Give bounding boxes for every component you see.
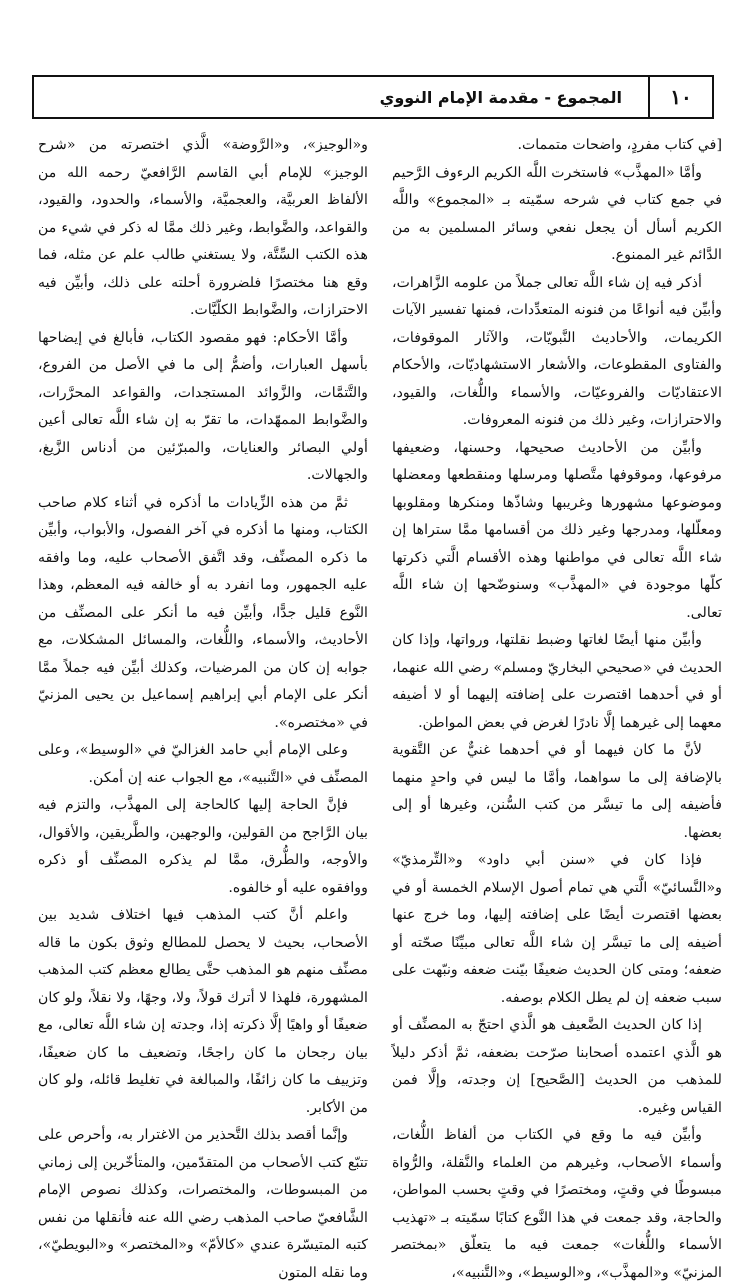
paragraph: وأبيِّن من الأحاديث صحيحها، وحسنها، وضعيفها مرفوعها، وموقوفها متَّصلها ومرسلها ومنقطعها ومعضلها وموضوعها مشهورها وغريبها وشاذّها ومنكرها ومقلوبها ومعلّلها، ومدرجها وغير ذلك من أقسامها ممَّا ستراها إن شاء اللَّه تعالى في مواطنها وهذه الأقسام الَّتي ذكرتها كلّها موجودة في «المهذَّب» وسنوضّحها إن شاء اللَّه تعالى. bbox=[392, 439, 722, 621]
paragraph: و«الوجيز»، و«الرَّوضة» الَّذي اختصرته من «شرح الوجيز» للإمام أبي القاسم الرَّافعيّ رحمه الله من الألفاظ العربيَّة، والعجميَّة، والأسماء، والحدود، والقيود، والقواعد، والضَّوابط، وغير ذلك ممَّا له ذكر في شيء من هذه الكتب السِّتَّة، ولا يستغني طالب علم عن مثله، فما وقع هنا مختصرًا فلضرورة أحلته على ذلك، وأبيِّن فيه الاحترازات، والضَّوابط الكلّيَّات. bbox=[38, 137, 368, 318]
paragraph: [في كتاب مفردٍ، واضحات متممات. bbox=[517, 137, 722, 153]
paragraph: وإنَّما أقصد بذلك التَّحذير من الاغترار به، وأحرص على تتبّع كتب الأصحاب من المتقدّمين، والمتأخّرين إلى زماني من المبسوطات، والمختصرات، وكذلك نصوص الإمام الشَّافعيّ صاحب المذهب رضي الله عنه فأنقلها من نفس كتبه المتيسّرة عندي «كالأمّ» و«المختصر» و«البويطيّ»، وما نقله المتون bbox=[38, 1127, 368, 1281]
paragraph: فإنَّ الحاجة إليها كالحاجة إلى المهذَّب، والتزم فيه بيان الرَّاجح من القولين، والوجهين، والطَّريقين، والأقوال، والأوجه، والطُّرق، ممَّا لم يذكره المصنِّف أو ذكره ووافقوه عليه أو خالفوه. bbox=[38, 797, 368, 896]
paragraph: وأمَّا «المهذَّب» فاستخرت اللَّه الكريم الرءوف الرَّحيم في جمع كتاب في شرحه سمّيته بـ «المجموع» واللَّه الكريم أسأل أن يجعل نفعي وسائر المسلمين به من الدَّائم غير الممنوع. bbox=[392, 164, 722, 263]
paragraph: وعلى الإمام أبي حامد الغزاليّ في «الوسيط»، وعلى المصنِّف في «التَّنبيه»، مع الجواب عنه إن أمكن. bbox=[38, 742, 368, 786]
page-header bbox=[32, 75, 714, 119]
paragraph: واعلم أنَّ كتب المذهب فيها اختلاف شديد بين الأصحاب، بحيث لا يحصل للمطالع وثوق بكون ما قاله مصنِّف منهم هو المذهب حتَّى يطالع معظم كتب المذهب المشهورة، فلهذا لا أترك قولاً، ولا، وجهًا، ولا نقلاً، ولو كان ضعيفًا أو واهيًا إلَّا ذكرته إذا، وجدته إن شاء اللَّه تعالى، مع بيان رجحان ما كان راجحًا، وتضعيف ما كان ضعيفًا، وتزييف ما كان زائفًا، والمبالغة في تغليط قائله، ولو كان من الأكابر. bbox=[38, 907, 368, 1116]
paragraph: وأبيِّن فيه ما وقع في الكتاب من ألفاظ اللُّغات، وأسماء الأصحاب، وغيرهم من العلماء والنَّقلة، والرُّواة مبسوطًا في وقتٍ، ومختصرًا في وقتٍ بحسب المواطن، والحاجة، وقد جمعت في هذا النَّوع كتابًا سمّيته بـ «تهذيب الأسماء واللُّغات» جمعت فيه ما يتعلّق «بمختصر المزنيّ» و«المهذَّب»، و«الوسيط»، و«التَّنبيه»، bbox=[392, 1127, 722, 1281]
page-number: ١٠ bbox=[648, 77, 712, 117]
paragraph: ثمَّ من هذه الزِّيادات ما أذكره في أثناء كلام صاحب الكتاب، ومنها ما أذكره في آخر الفصول، والأبواب، وأبيِّن ما ذكره المصنِّف، وقد اتَّفق الأصحاب عليه، وما وافقه عليه الجمهور، وما انفرد به أو خالفه فيه المعظم، وهذا النَّوع قليل جدًّا، وأبيِّن فيه ما أنكر على المصنِّف من الأحاديث، والأسماء، واللُّغات، والمسائل المشكلات، مع جوابه إن كان من المرضيات، وكذلك أبيِّن فيه جملاً ممَّا أنكر على الإمام أبي إبراهيم إسماعيل بن يحيى المزنيّ في «مختصره». bbox=[38, 494, 368, 731]
paragraph: أذكر فيه إن شاء اللَّه تعالى جملاً من علومه الزَّاهرات، وأبيِّن فيه أنواعًا من فنونه المتعدِّدات، فمنها تفسير الآيات الكريمات، والأحاديث النَّبويّات، والآثار الموقوفات، والفتاوى المقطوعات، والأشعار الاستشهاديّات، والأحكام الاعتقاديّات والفروعيّات، والأسماء واللُّغات، والقيود، والاحترازات، وغير ذلك من فنونه المعروفات. bbox=[392, 274, 722, 428]
right-column bbox=[392, 132, 722, 1281]
paragraph: لأنَّ ما كان فيهما أو في أحدهما غنيٌّ عن التَّقوية بالإضافة إلى ما سواهما، وأمَّا ما ليس في واحدٍ منهما فأضيفه إلى ما تيسَّر من كتب السُّنن، وغيرها أو إلى بعضها. bbox=[392, 742, 722, 841]
paragraph: إذا كان الحديث الضَّعيف هو الَّذي احتجّ به المصنِّف أو هو الَّذي اعتمده أصحابنا صرّحت بضعفه، ثمَّ أذكر دليلاً للمذهب من الحديث [الصَّحيح] إن وجدته، وإلَّا فمن القياس وغيره. bbox=[392, 1017, 722, 1116]
running-title: المجموع - مقدمة الإمام النووي bbox=[379, 87, 622, 107]
paragraph: وأبيِّن منها أيضًا لغاتها وضبط نقلتها، ورواتها، وإذا كان الحديث في «صحيحي البخاريّ ومسلم» رضي الله عنهما، أو في أحدهما اقتصرت على إضافته إليهما أو لا أضيفه معهما إلى غيرهما إلَّا نادرًا لغرض في بعض المواطن. bbox=[392, 632, 722, 731]
text-columns bbox=[38, 132, 722, 1281]
paragraph: وأمَّا الأحكام: فهو مقصود الكتاب، فأبالغ في إيضاحها بأسهل العبارات، وأضمُّ إلى ما في الأصل من الفروع، والتَّتمَّات، والزَّوائد المستجدات، والقواعد المحرَّرات، والضَّوابط الممهّدات، ما تقرّ به إن شاء اللَّه تعالى أعين أولي البصائر والعنايات، والمبرّئين من أدناس الزَّيغ، والجهالات. bbox=[38, 329, 368, 483]
left-column bbox=[38, 132, 368, 1281]
paragraph: فإذا كان في «سنن أبي داود» و«التِّرمذيّ» و«النَّسائيّ» الَّتي هي تمام أصول الإسلام الخمسة أو في بعضها اقتصرت أيضًا على إضافته إليها، وما خرج عنها أضيفه إلى ما تيسَّر إن شاء اللَّه تعالى مبيِّنًا صحّته أو ضعفه؛ ومتى كان الحديث ضعيفًا بيّنت ضعفه ونبّهت على سبب ضعفه إن لم يطل الكلام بوصفه. bbox=[392, 852, 722, 1006]
